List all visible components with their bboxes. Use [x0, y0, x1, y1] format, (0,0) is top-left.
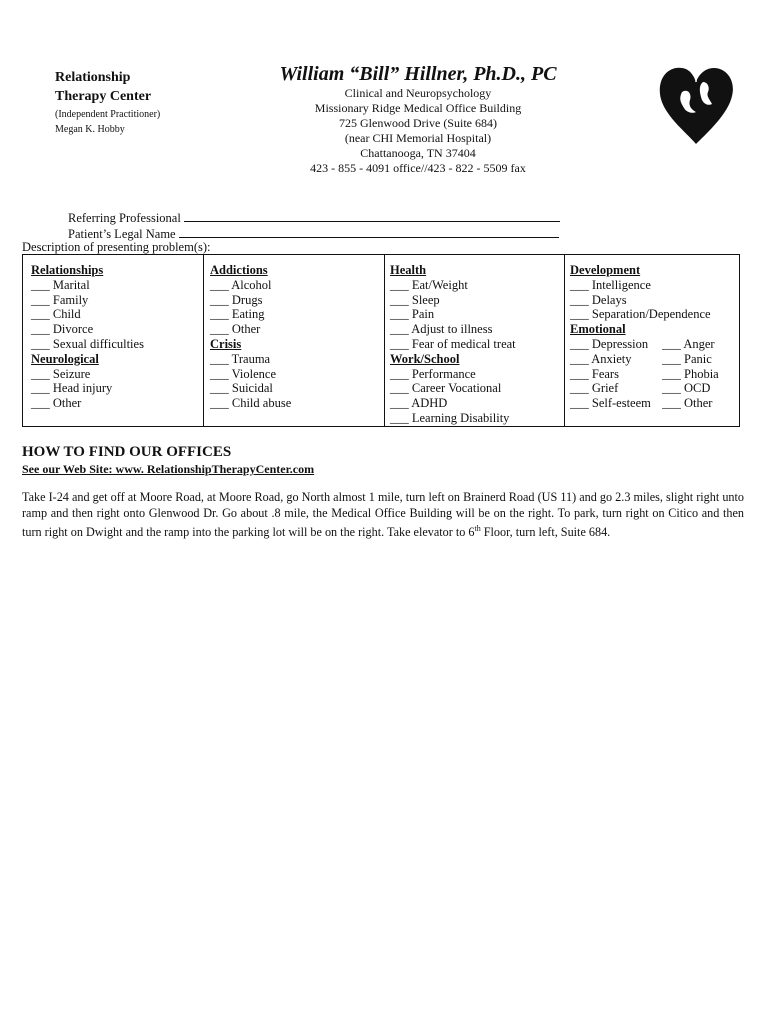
directions-title: HOW TO FIND OUR OFFICES — [22, 444, 232, 460]
checkbox-neuro-other[interactable]: ___ Other — [31, 396, 144, 411]
checkbox-fear-medical[interactable]: ___ Fear of medical treat — [390, 337, 516, 352]
column-health-work — [390, 263, 516, 426]
checkbox-learning-disability[interactable]: ___ Learning Disability — [390, 411, 516, 426]
directions-body: Take I-24 and get off at Moore Road, at Moore Road, go North almost 1 mile, turn left on Brainerd Road (US 11) and go 2.3 miles, slight right unto ramp and then right onto Glenwood Dr. Go about .8 mile, the Medical Office Building will be on the right. To park, turn right on Citico and then turn right on Dwight and the ramp into the parking lot will be on the right. Take elevator to 6 — [22, 490, 744, 540]
checkbox-divorce[interactable]: ___ Divorce — [31, 322, 144, 337]
checkbox-eat-weight[interactable]: ___ Eat/Weight — [390, 278, 516, 293]
doctor-landmark: (near CHI Memorial Hospital) — [344, 131, 492, 145]
neurological-header: Neurological — [31, 351, 99, 366]
checkbox-pain[interactable]: ___ Pain — [390, 307, 516, 322]
doctor-address: 725 Glenwood Drive (Suite 684) — [339, 116, 497, 130]
practitioner-name: Megan K. Hobby — [55, 124, 125, 135]
emotional-right-list — [662, 337, 719, 411]
checkbox-separation-dependence[interactable]: ___ Separation/Dependence — [570, 307, 719, 322]
checkbox-anger[interactable]: ___ Anger — [662, 337, 719, 352]
checkbox-sexual-difficulties[interactable]: ___ Sexual difficulties — [31, 337, 144, 352]
checkbox-marital[interactable]: ___ Marital — [31, 278, 144, 293]
checkbox-phobia[interactable]: ___ Phobia — [662, 367, 719, 382]
column-relationships-neurological — [31, 263, 144, 411]
doctor-specialty: Clinical and Neuropsychology — [344, 86, 492, 100]
website-link[interactable]: See our Web Site: www. RelationshipTherapyCenter.com — [22, 462, 315, 476]
column-divider — [564, 255, 565, 426]
doctor-name: William “Bill” Hillner, Ph.D., PC — [279, 63, 557, 85]
heart-silhouette-icon — [656, 62, 736, 146]
checkbox-depression[interactable]: ___ Depression — [570, 337, 659, 352]
column-divider — [384, 255, 385, 426]
doctor-city: Chattanooga, TN 37404 — [360, 146, 476, 160]
checkbox-adjust-illness[interactable]: ___ Adjust to illness — [390, 322, 516, 337]
checkbox-drugs[interactable]: ___ Drugs — [210, 293, 291, 308]
checkbox-intelligence[interactable]: ___ Intelligence — [570, 278, 719, 293]
patient-name-label: Patient’s Legal Name — [68, 227, 176, 241]
column-addictions-crisis — [210, 263, 291, 411]
practitioner-type: (Independent Practitioner) — [55, 109, 161, 120]
development-header: Development — [570, 263, 641, 277]
checkbox-self-esteem[interactable]: ___ Self-esteem — [570, 396, 659, 411]
checkbox-delays[interactable]: ___ Delays — [570, 293, 719, 308]
emotional-left-list — [570, 337, 659, 411]
directions-text — [22, 490, 744, 541]
problems-table — [22, 254, 740, 427]
org-name-line1: Relationship — [55, 70, 131, 85]
checkbox-child-abuse[interactable]: ___ Child abuse — [210, 396, 291, 411]
checkbox-ocd[interactable]: ___ OCD — [662, 381, 719, 396]
doctor-block — [258, 62, 578, 176]
column-development-emotional — [570, 263, 719, 411]
checkbox-grief[interactable]: ___ Grief — [570, 381, 659, 396]
crisis-header: Crisis — [210, 336, 242, 351]
checkbox-adhd[interactable]: ___ ADHD — [390, 396, 516, 411]
work-school-header: Work/School — [390, 351, 460, 366]
checkbox-anxiety[interactable]: ___ Anxiety — [570, 352, 659, 367]
checkbox-panic[interactable]: ___ Panic — [662, 352, 719, 367]
referring-professional-label: Referring Professional — [68, 211, 181, 225]
description-label: Description of presenting problem(s): — [22, 240, 211, 254]
checkbox-head-injury[interactable]: ___ Head injury — [31, 381, 144, 396]
emotional-header: Emotional — [570, 322, 626, 337]
addictions-header: Addictions — [210, 263, 268, 277]
column-divider — [203, 255, 204, 426]
checkbox-violence[interactable]: ___ Violence — [210, 367, 291, 382]
health-header: Health — [390, 263, 427, 277]
doctor-building: Missionary Ridge Medical Office Building — [314, 101, 522, 115]
checkbox-eating[interactable]: ___ Eating — [210, 307, 291, 322]
org-name-line2: Therapy Center — [55, 89, 152, 104]
patient-name-line[interactable] — [179, 225, 559, 238]
checkbox-family[interactable]: ___ Family — [31, 293, 144, 308]
checkbox-performance[interactable]: ___ Performance — [390, 367, 516, 382]
doctor-phones: 423 - 855 - 4091 office//423 - 822 - 5509 fax — [310, 161, 526, 175]
floor-ordinal: th — [474, 524, 481, 533]
checkbox-suicidal[interactable]: ___ Suicidal — [210, 381, 291, 396]
checkbox-fears[interactable]: ___ Fears — [570, 367, 659, 382]
checkbox-sleep[interactable]: ___ Sleep — [390, 293, 516, 308]
organization-block — [55, 68, 160, 136]
checkbox-addiction-other[interactable]: ___ Other — [210, 322, 291, 337]
checkbox-career-vocational[interactable]: ___ Career Vocational — [390, 381, 516, 396]
directions-end: Floor, turn left, Suite 684. — [480, 525, 611, 540]
relationships-header: Relationships — [31, 263, 104, 277]
checkbox-alcohol[interactable]: ___ Alcohol — [210, 278, 291, 293]
checkbox-child[interactable]: ___ Child — [31, 307, 144, 322]
checkbox-seizure[interactable]: ___ Seizure — [31, 367, 144, 382]
referring-professional-field[interactable] — [68, 209, 560, 226]
checkbox-emotional-other[interactable]: ___ Other — [662, 396, 719, 411]
checkbox-trauma[interactable]: ___ Trauma — [210, 352, 291, 367]
referring-professional-line[interactable] — [184, 209, 560, 222]
